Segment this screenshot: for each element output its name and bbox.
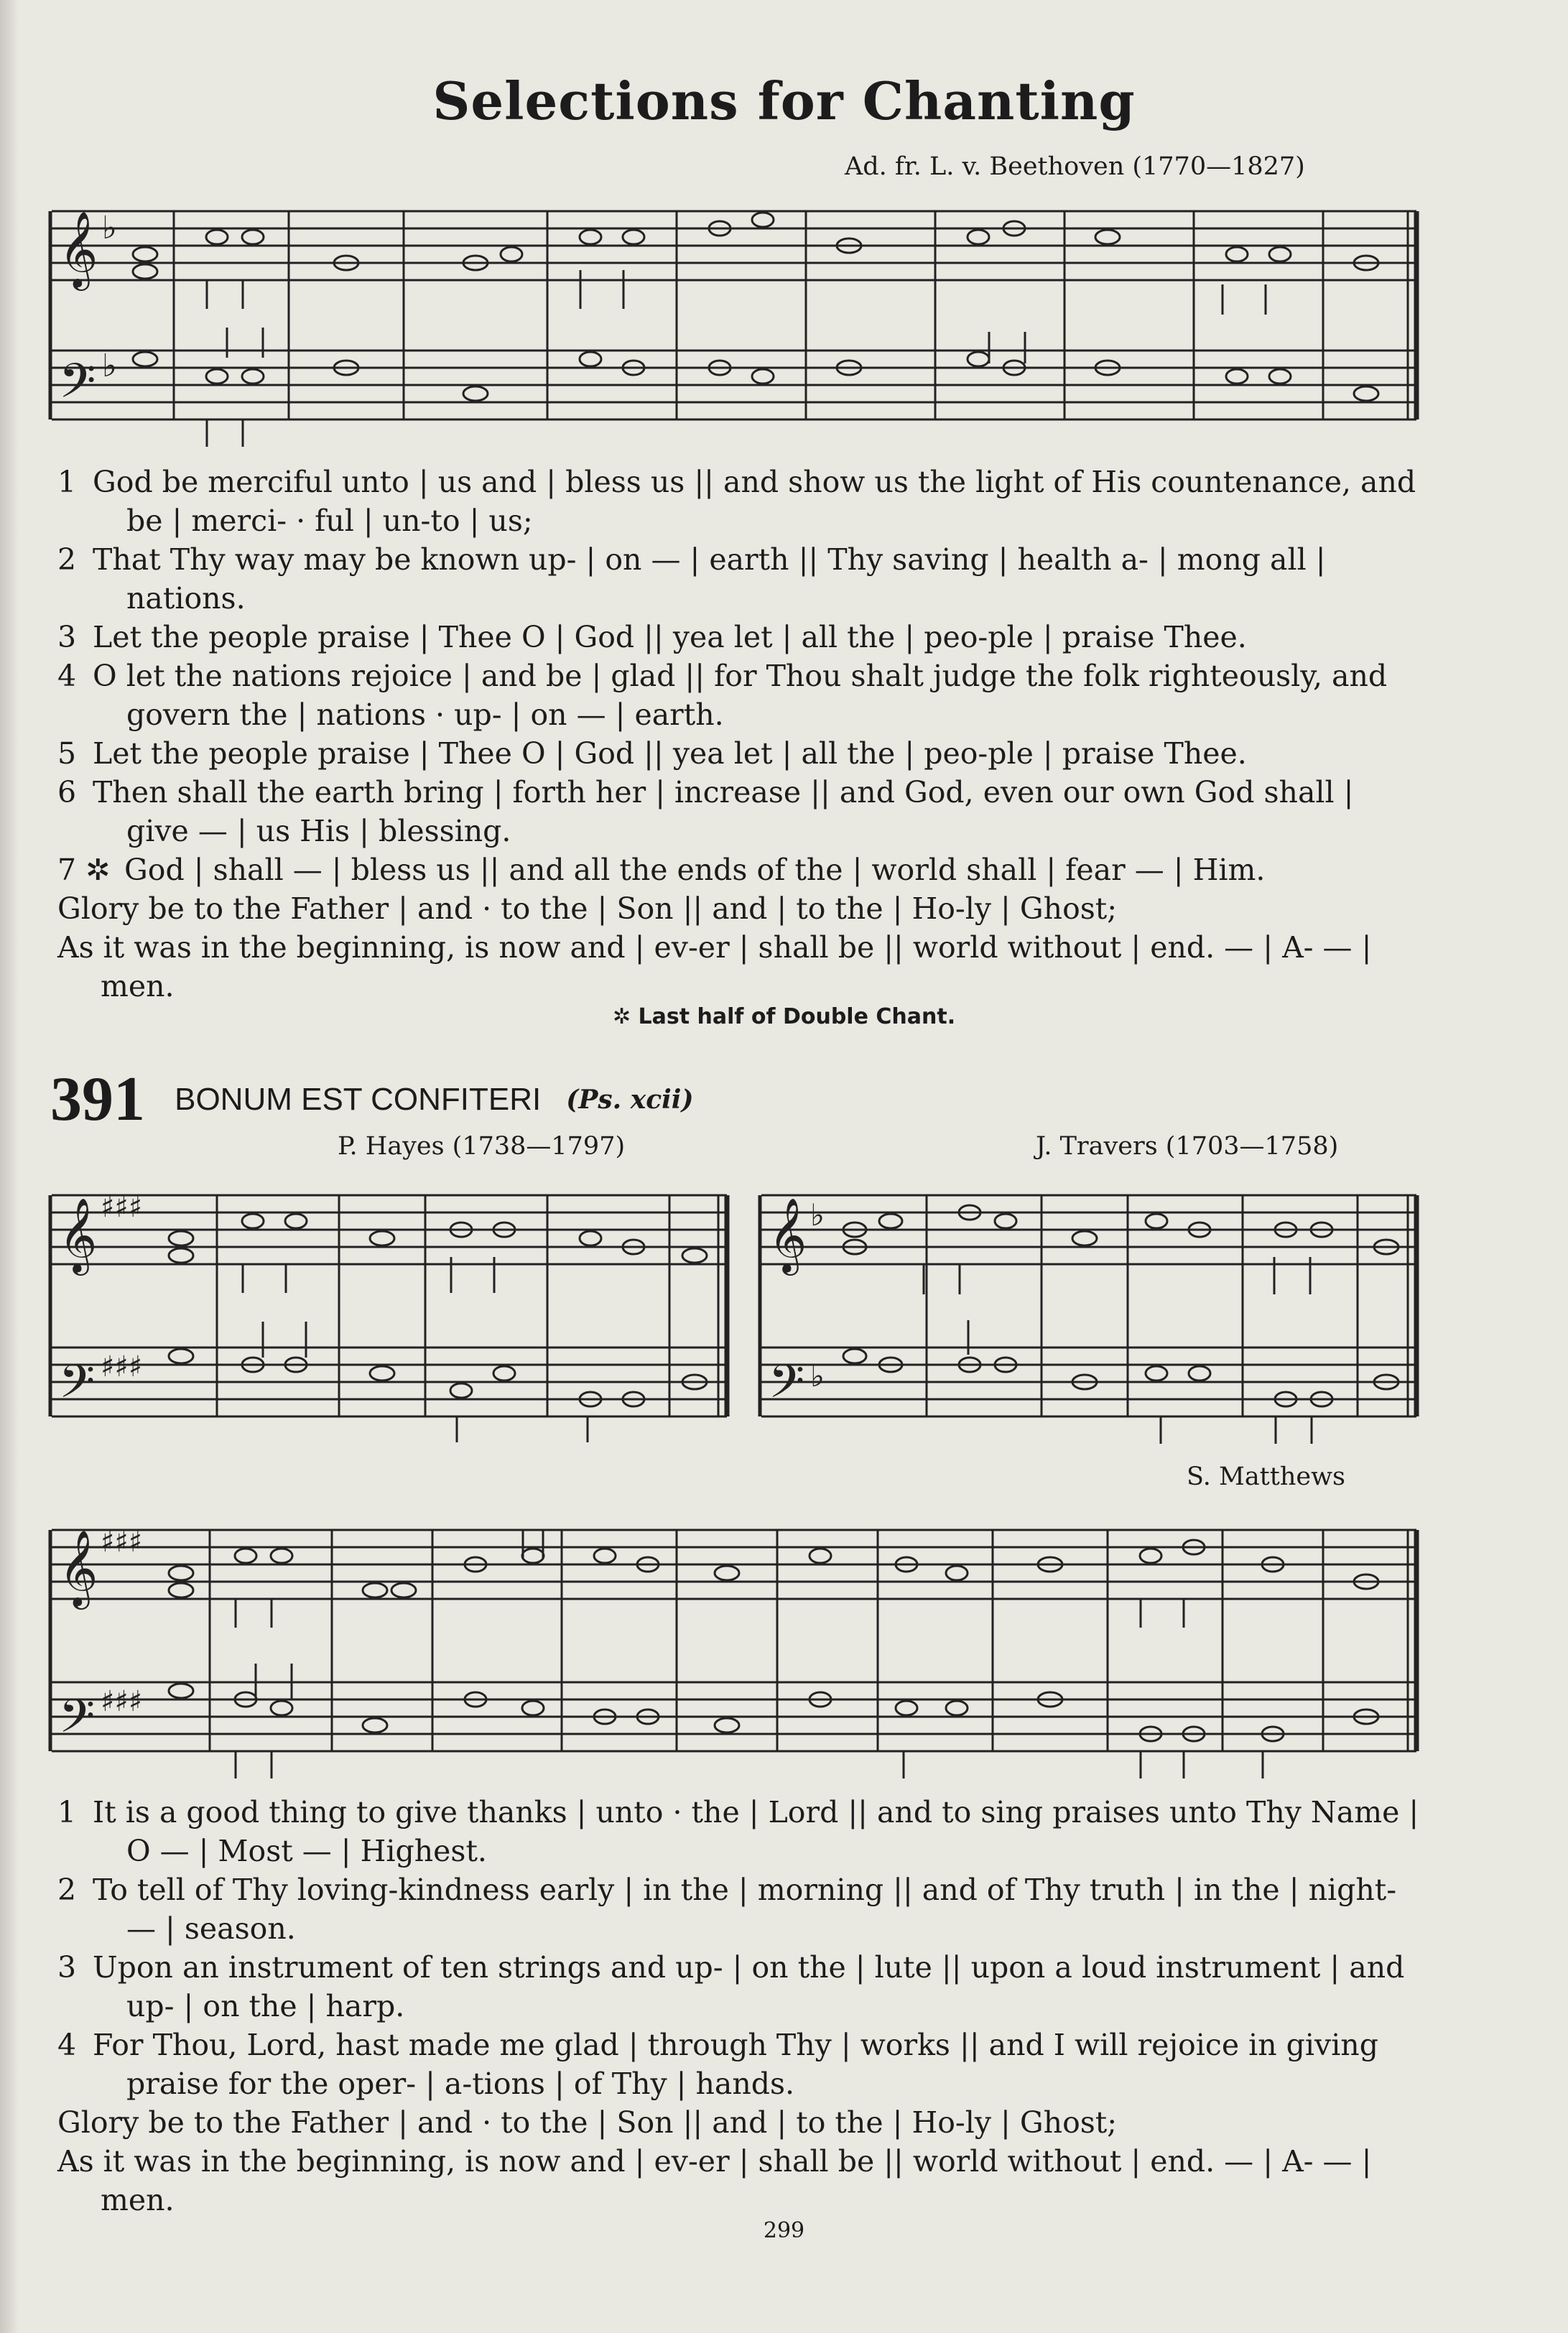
verse-line: 4 O let the nations rejoice | and be | glad || for Thou shalt judge the folk righteously, and govern the | nations · up- | on — | earth. [57, 659, 1388, 732]
svg-text:♯♯♯: ♯♯♯ [101, 1191, 143, 1224]
svg-text:𝄞: 𝄞 [769, 1197, 807, 1273]
verse-line: 1 God be merciful unto | us and | bless us || and show us the light of His countenance, and be | merci- · ful | un-to | us; [57, 465, 1416, 538]
music-system-travers [754, 1178, 1424, 1451]
svg-text:♯♯♯: ♯♯♯ [101, 1685, 143, 1718]
music-system-1 [45, 191, 1424, 450]
verse-line: 7 ✲ God | shall — | bless us || and all the ends of the | world shall | fear — | Him. [57, 853, 1266, 887]
psalm-a-verses [57, 463, 1422, 1006]
verse-line: 2 That Thy way may be known up- | on — | earth || Thy saving | health a- | mong all | nations. [57, 542, 1326, 616]
svg-text:♯♯♯: ♯♯♯ [101, 1350, 143, 1383]
composer-credit-travers: J. Travers (1703—1758) [1036, 1132, 1339, 1161]
music-system-hayes [45, 1178, 734, 1444]
svg-text:♭: ♭ [102, 348, 117, 384]
psalm-reference: (Ps. xcii) [566, 1084, 694, 1115]
psalm-number: 391 [50, 1065, 145, 1134]
svg-text:𝄢: 𝄢 [59, 353, 96, 420]
gloria-line: Glory be to the Father | and · to the | Son || and | to the | Ho-ly | Ghost; [57, 2105, 1118, 2140]
svg-text:𝄞: 𝄞 [59, 1197, 98, 1273]
gloria-line: As it was in the beginning, is now and | ev-er | shall be || world without | end. — | A- — | men. [57, 2144, 1372, 2217]
verse-line: 6 Then shall the earth bring | forth her | increase || and God, even our own God shall | give — | us His | blessing. [57, 775, 1354, 848]
psalm-b-verses [57, 1793, 1422, 2220]
svg-text:𝄞: 𝄞 [59, 1529, 98, 1606]
svg-text:♭: ♭ [810, 1358, 825, 1393]
psalm-latin-title: BONUM EST CONFITERI [175, 1081, 542, 1117]
music-system-matthews [45, 1508, 1424, 1781]
composer-credit-hayes: P. Hayes (1738—1797) [338, 1132, 626, 1161]
svg-text:𝄢: 𝄢 [59, 1690, 96, 1755]
page-title: Selections for Chanting [432, 70, 1136, 131]
composer-credit-matthews: S. Matthews [1187, 1462, 1345, 1491]
verse-line: 1 It is a good thing to give thanks | unto · the | Lord || and to sing praises unto Thy Name | O — | Most — | Highest. [57, 1795, 1419, 1868]
footnote: ✲ Last half of Double Chant. [612, 1004, 956, 1029]
verse-line: 3 Let the people praise | Thee O | God || yea let | all the | peo-ple | praise Thee. [57, 620, 1247, 654]
page-number: 299 [763, 2218, 805, 2243]
verse-line: 4 For Thou, Lord, hast made me glad | through Thy | works || and I will rejoice in giving praise for the oper- | a-tions | of Thy | hands. [57, 2028, 1378, 2101]
svg-text:♯♯♯: ♯♯♯ [101, 1526, 143, 1559]
verse-line: 5 Let the people praise | Thee O | God || yea let | all the | peo-ple | praise Thee. [57, 736, 1247, 771]
gloria-line: Glory be to the Father | and · to the | Son || and | to the | Ho-ly | Ghost; [57, 891, 1118, 926]
verse-line: 2 To tell of Thy loving-kindness early | in the | morning || and of Thy truth | in the | night- — | season. [57, 1873, 1397, 1946]
svg-text:𝄢: 𝄢 [769, 1355, 805, 1420]
page-edge [0, 0, 19, 2333]
verse-line: 3 Upon an instrument of ten strings and up- | on the | lute || upon a loud instrument | and up- | on the | harp. [57, 1950, 1405, 2023]
svg-text:𝄢: 𝄢 [59, 1355, 96, 1420]
svg-text:𝄞: 𝄞 [59, 210, 98, 287]
gloria-line: As it was in the beginning, is now and | ev-er | shall be || world without | end. — | A- — | men. [57, 930, 1372, 1003]
psalm-heading [50, 1063, 694, 1136]
composer-credit-beethoven: Ad. fr. L. v. Beethoven (1770—1827) [845, 152, 1305, 181]
svg-text:♭: ♭ [102, 210, 117, 246]
svg-text:♭: ♭ [810, 1197, 825, 1233]
